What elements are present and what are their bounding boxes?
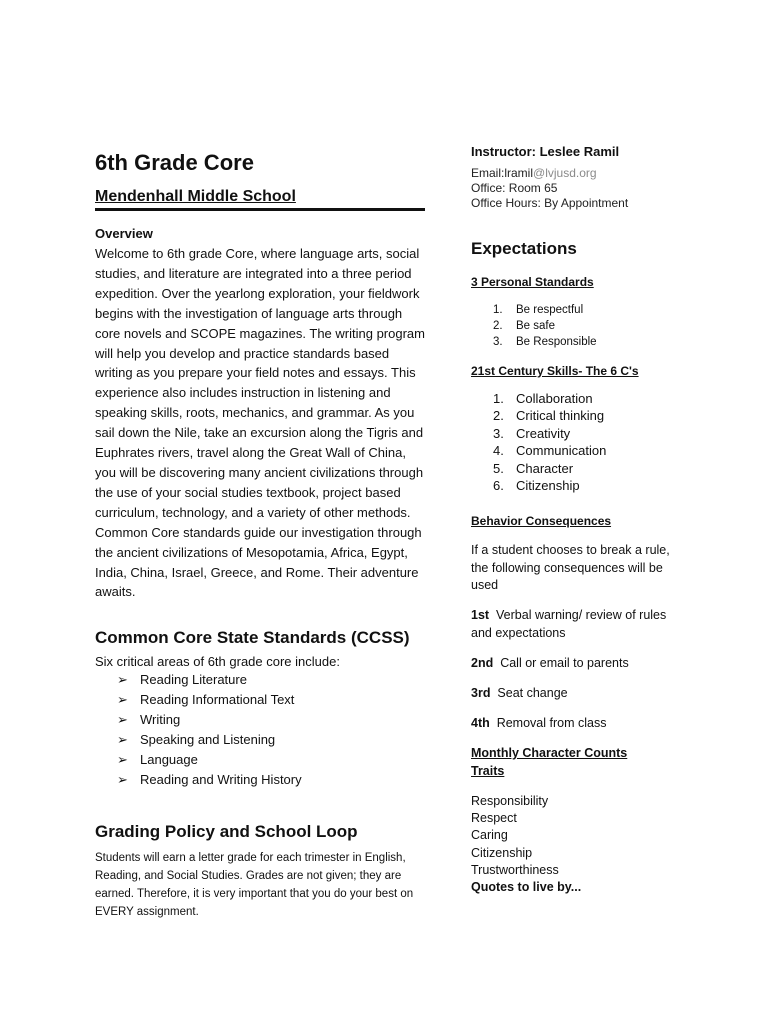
ccss-heading: Common Core State Standards (CCSS): [95, 628, 410, 647]
school-name: Mendenhall Middle School: [95, 188, 296, 205]
page-title: 6th Grade Core: [95, 150, 254, 175]
behavior-heading: Behavior Consequences: [471, 514, 612, 528]
list-item: ➢ Reading and Writing History: [95, 770, 302, 790]
list-item: ➢ Language: [95, 750, 302, 770]
list-item: Citizenship: [471, 845, 533, 860]
list-item: Trustworthiness: [471, 862, 559, 877]
instructor-email: Email:lramil@lvjusd.org: [471, 166, 597, 180]
list-item: 1. Be respectful: [493, 304, 584, 316]
consequence-step: 1st Verbal warning/ review of rules and expectations: [471, 608, 667, 640]
personal-standards-list: [471, 302, 597, 350]
list-item: ➢ Reading Informational Text: [95, 690, 302, 710]
bullet-arrow-icon: ➢: [117, 692, 128, 707]
list-item: 5. Character: [493, 460, 574, 476]
list-item: 2. Critical thinking: [493, 408, 605, 424]
bullet-arrow-icon: ➢: [117, 712, 128, 727]
email-link[interactable]: @lvjusd.org: [533, 166, 597, 180]
behavior-intro: If a student chooses to break a rule, the following consequences will be used: [471, 543, 670, 592]
list-item: ➢ Speaking and Listening: [95, 730, 302, 750]
consequence-step: 4th Removal from class: [471, 716, 607, 730]
instructor-office: Office: Room 65: [471, 181, 558, 195]
character-traits: [471, 793, 671, 896]
ccss-intro: Six critical areas of 6th grade core include:: [95, 654, 340, 669]
list-item: ➢ Reading Literature: [95, 670, 302, 690]
bullet-arrow-icon: ➢: [117, 732, 128, 747]
list-item: Responsibility: [471, 794, 549, 808]
list-item: 3. Be Responsible: [493, 336, 597, 348]
list-item: Respect: [471, 811, 517, 826]
skills-heading: 21st Century Skills- The 6 C's: [471, 364, 639, 378]
list-item: ➢ Writing: [95, 710, 302, 730]
grading-text: Students will earn a letter grade for each trimester in English, Reading, and Social Studies. Grades are not given; they are earned. Therefore, it is very important that you do your best on EVERY assignment.: [95, 852, 414, 918]
bullet-arrow-icon: ➢: [117, 672, 128, 687]
list-item: 3. Creativity: [493, 425, 571, 441]
grading-heading: Grading Policy and School Loop: [95, 822, 358, 841]
ccss-list: [95, 670, 302, 790]
personal-standards-heading: 3 Personal Standards: [471, 275, 594, 289]
consequence-step: 2nd Call or email to parents: [471, 656, 629, 670]
overview-text: Welcome to 6th grade Core, where language arts, social studies, and literature are integrated into a three period expedition. Over the yearlong exploration, your fieldwork begins with the investigation of language arts through core novels and SCOPE magazines. The writing program will help you develop and practice standards based writing as you prepare your field notes and essays. This experience also includes instruction in listening and speaking skills, roots, mechanics, and grammar. As you sail down the Nile, take an excursion along the Tigris and Euphrates rivers, travel along the Great Wall of China, you will be discovering many ancient civilizations through the use of your social studies textbook, project based curriculum, technology, and a variety of other methods. Common Core standards guide our investigation through the ancient civilizations of Mesopotamia, Africa, Egypt, India, China, Israel, Greece, and Rome. Their adventure awaits.: [95, 246, 425, 600]
skills-list: [471, 390, 606, 494]
expectations-heading: Expectations: [471, 239, 577, 258]
overview-heading: Overview: [95, 226, 153, 241]
character-heading: Monthly Character Counts Traits: [471, 746, 628, 778]
list-item: 6. Citizenship: [493, 478, 580, 494]
consequence-step: 3rd Seat change: [471, 686, 568, 700]
list-item: 4. Communication: [493, 443, 607, 459]
instructor-name: Instructor: Leslee Ramil: [471, 144, 620, 159]
bullet-arrow-icon: ➢: [117, 752, 128, 767]
bullet-arrow-icon: ➢: [117, 772, 128, 787]
quotes-heading: Quotes to live by...: [471, 880, 582, 895]
list-item: 2. Be safe: [493, 320, 555, 332]
instructor-hours: Office Hours: By Appointment: [471, 196, 629, 210]
title-divider: [95, 208, 425, 211]
list-item: 1. Collaboration: [493, 391, 593, 406]
list-item: Caring: [471, 828, 508, 843]
